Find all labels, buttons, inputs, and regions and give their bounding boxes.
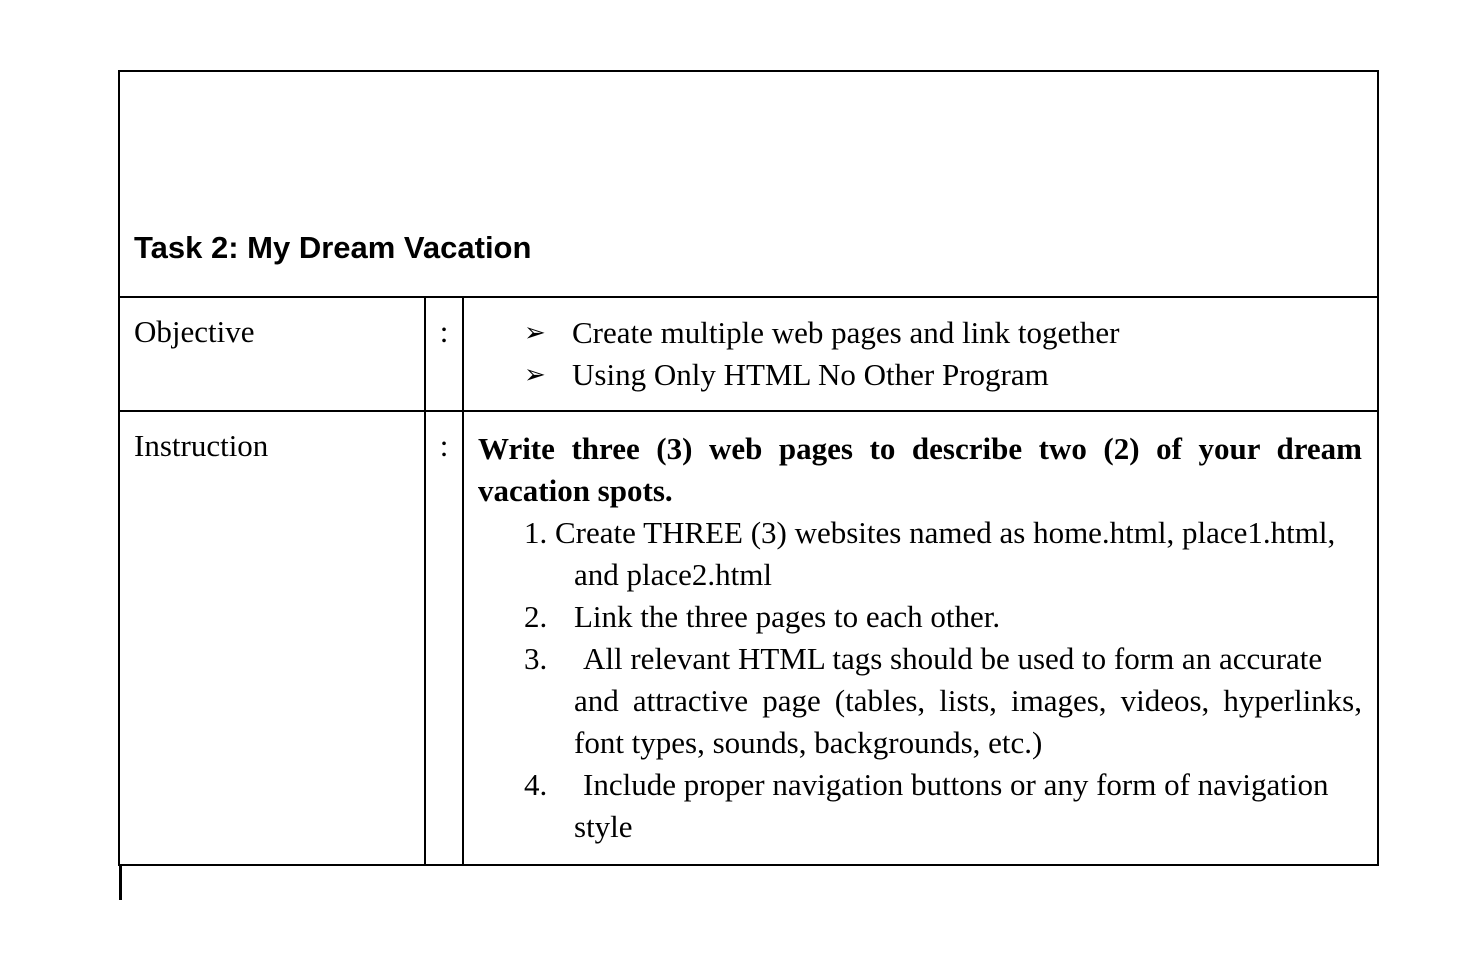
step-number: 4. [524, 767, 548, 802]
step-text-line: Link the three pages to each other. [574, 599, 1001, 634]
objective-colon: : [426, 298, 464, 410]
objective-label: Objective [120, 298, 426, 410]
step-text [574, 596, 1362, 638]
step-number: 2. [524, 599, 548, 634]
instruction-label: Instruction [120, 412, 426, 864]
step-number: 1. [524, 515, 548, 550]
objective-content [464, 298, 1377, 410]
instruction-row [120, 412, 1377, 864]
step-text-continuation: and attractive page (tables, lists, images, videos, hyperlinks, font types, sounds, backgrounds, etc.) [574, 683, 1362, 760]
instruction-step [478, 764, 1362, 848]
objective-item-text: Using Only HTML No Other Program [572, 357, 1049, 392]
instruction-step [478, 596, 1362, 638]
step-text-line: All relevant HTML tags should be used to form an accurate [583, 641, 1323, 676]
title-row [120, 72, 1377, 298]
objective-item-text: Create multiple web pages and link together [572, 315, 1120, 350]
objective-row [120, 298, 1377, 412]
step-number: 3. [524, 641, 548, 676]
instruction-step [478, 512, 1362, 596]
objective-item [478, 354, 1362, 396]
instruction-step [478, 638, 1362, 764]
instruction-colon: : [426, 412, 464, 864]
arrow-bullet-icon: ➢ [524, 318, 546, 348]
step-text [574, 638, 1362, 764]
task-title: Task 2: My Dream Vacation [134, 230, 532, 265]
step-text-continuation: and place2.html [574, 557, 772, 592]
step-text-line: Create THREE (3) websites named as home.html, place1.html, [555, 515, 1336, 550]
step-text-line: Include proper navigation buttons or any form of navigation [583, 767, 1329, 802]
instruction-content [464, 412, 1377, 864]
step-text-continuation: style [574, 809, 633, 844]
objective-item [478, 312, 1362, 354]
step-text [574, 764, 1362, 848]
task-table [118, 70, 1379, 866]
text-cursor[interactable] [119, 866, 122, 900]
arrow-bullet-icon: ➢ [524, 360, 546, 390]
instruction-intro: Write three (3) web pages to describe two (2) of your dream vacation spots. [478, 431, 1362, 508]
step-text [555, 512, 1362, 596]
